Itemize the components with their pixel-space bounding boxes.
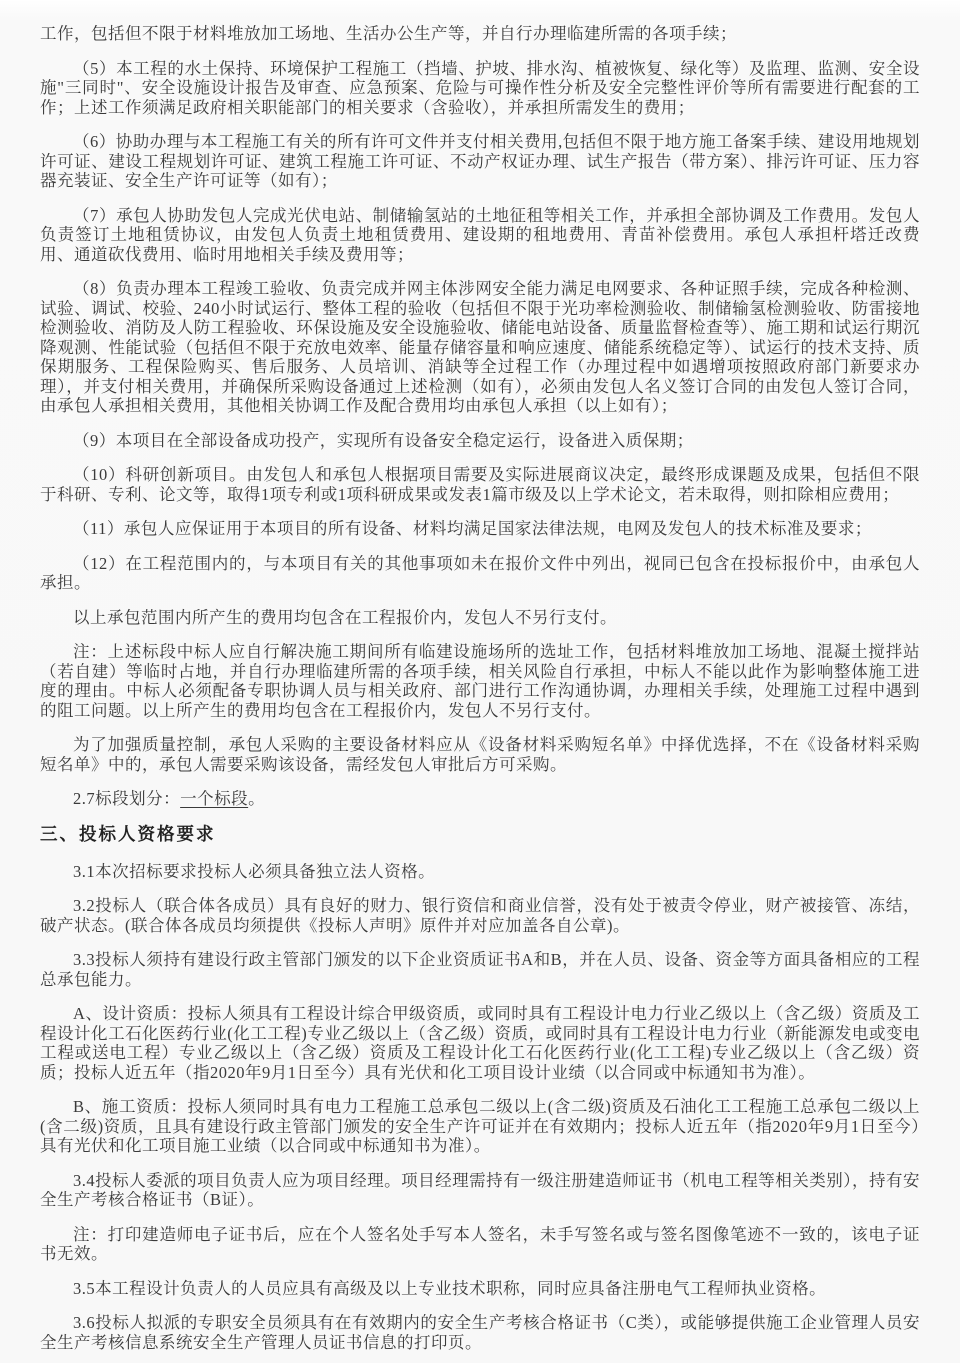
procurement-note-paragraph: 为了加强质量控制，承包人采购的主要设备材料应从《设备材料采购短名单》中择优选择，不在《设备材料采购短名单》中的，承包人需要采购该设备，需经发包人审批后方可采购。: [40, 735, 920, 774]
section-3-heading: 三、投标人资格要求: [40, 823, 216, 844]
note-builder-certificate-paragraph: 注：打印建造师电子证书后，应在个人签名处手写本人签名，未手写签名或与签名图像笔迹不一致的，该电子证书无效。: [40, 1224, 920, 1263]
qualification-a-design-paragraph: A、设计资质：投标人须具有工程设计综合甲级资质，或同时具有工程设计电力行业乙级以上（含乙级）资质及工程设计化工石化医药行业(化工工程)专业乙级以上（含乙级）资质，或同时具有工程设计电力行业（新能源发电或变电工程或送电工程）专业乙级以上（含乙级）资质及工程设计化工石化医药行业(化工工程)专业乙级以上（含乙级）资质；投标人近五年（指2020年9月1日至今）具有光伏和化工项目设计业绩（以合同或中标通知书为准）。: [40, 1004, 920, 1082]
site-note-paragraph: 注：上述标段中标人应自行解决施工期间所有临建设施场所的选址工作，包括材料堆放加工场地、混凝土搅拌站（若自建）等临时占地，并自行办理临建所需的各项手续，相关风险自行承担，中标人不能以此作为影响整体施工进度的理由。中标人必须配备专职协调人员与相关政府、部门进行工作沟通协调，办理相关手续，处理施工过程中遇到的阻工问题。以上所产生的费用均包含在工程报价内，发包人不另行支付。: [40, 642, 920, 720]
requirement-3-3-paragraph: 3.3投标人须持有建设行政主管部门颁发的以下企业资质证书A和B，并在人员、设备、资金等方面具备相应的工程总承包能力。: [40, 950, 920, 989]
clause-9-paragraph: （9）本项目在全部设备成功投产，实现所有设备安全稳定运行，设备进入质保期；: [73, 430, 694, 450]
clause-7-paragraph: （7）承包人协助发包人完成光伏电站、制储输氢站的土地征租等相关工作，并承担全部协调及工作费用。发包人负责签订土地租赁协议，由发包人负责土地租赁费用、建设期的租地费用、青苗补偿费用。承包人承担杆塔迁改费用、通道砍伐费用、临时用地相关手续及费用等；: [40, 205, 920, 264]
clause-5-paragraph: （5）本工程的水土保持、环境保护工程施工（挡墙、护坡、排水沟、植被恢复、绿化等）及监理、监测、安全设施"三同时"、安全设施设计报告及审查、应急预案、危险与可操作性分析及安全完整性评价等所有需要进行配套的工作；上述工作须满足政府相关职能部门的相关要求（含验收），并承担所需发生的费用；: [40, 58, 920, 117]
fees-summary-paragraph: 以上承包范围内所产生的费用均包含在工程报价内，发包人不另行支付。: [73, 607, 617, 627]
clause-11-paragraph: （11）承包人应保证用于本项目的所有设备、材料均满足国家法律法规，电网及发包人的技术标准及要求；: [73, 519, 872, 538]
section-2-7-line: [40, 789, 920, 809]
requirement-3-6-paragraph: 3.6投标人拟派的专职安全员须具有在有效期内的安全生产考核合格证书（C类），或能够提供施工企业管理人员安全生产考核信息系统安全生产管理人员证书信息的打印页。: [40, 1313, 920, 1352]
clause-12-paragraph: （12）在工程范围内的，与本项目有关的其他事项如未在报价文件中列出，视同已包含在投标报价中，由承包人承担。: [40, 553, 920, 592]
clause-8-paragraph: （8）负责办理本工程竣工验收、负责完成并网主体涉网安全能力满足电网要求、各种证照手续，完成各种检测、试验、调试、校验、240小时试运行、整体工程的验收（包括但不限于光功率检测验收、制储输氢检测验收、防雷接地检测验收、消防及人防工程验收、环保设施及安全设施验收、储能电站设备、质量监督检查等）、施工期和试运行期沉降观测、性能试验（包括但不限于充放电效率、能量存储容量和响应速度、储能系统稳定等）、试运行的技术支持、质保期服务、工程保险购买、售后服务、人员培训、消缺等全过程工作（办理过程中如遇增项按照政府部门新要求办理），并支付相关费用，并确保所采购设备通过上述检测（如有），必须由发包人名义签订合同的由发包人签订合同，由承包人承担相关费用，其他相关协调工作及配合费用均由承包人承担（以上如有）；: [40, 279, 920, 415]
section-2-7-underlined-value: 一个标段: [180, 789, 249, 808]
requirement-3-4-paragraph: 3.4投标人委派的项目负责人应为项目经理。项目经理需持有一级注册建造师证书（机电工程等相关类别），持有安全生产考核合格证书（B证）。: [40, 1170, 920, 1209]
requirement-3-1-paragraph: 3.1本次招标要求投标人必须具备独立法人资格。: [73, 861, 436, 881]
clause-6-paragraph: （6）协助办理与本工程施工有关的所有许可文件并支付相关费用,包括但不限于地方施工备案手续、建设用地规划许可证、建设工程规划许可证、建筑工程施工许可证、不动产权证办理、试生产报告（带方案）、排污许可证、压力容器充装证、安全生产许可证等（如有）；: [40, 132, 920, 190]
section-2-7-suffix: 。: [248, 789, 266, 808]
requirement-3-5-paragraph: 3.5本工程设计负责人的人员应具有高级及以上专业技术职称，同时应具备注册电气工程师执业资格。: [73, 1278, 827, 1298]
section-2-7-prefix: 2.7标段划分：: [73, 789, 181, 808]
qualification-b-construction-paragraph: B、施工资质：投标人须同时具有电力工程施工总承包二级以上(含二级)资质及石油化工工程施工总承包二级以上(含二级)资质，且具有建设行政主管部门颁发的安全生产许可证并在有效期内；投标人近五年（指2020年9月1日至今）具有光伏和化工项目施工业绩（以合同或中标通知书为准）。: [40, 1097, 920, 1155]
clause-10-paragraph: （10）科研创新项目。由发包人和承包人根据项目需要及实际进展商议决定，最终形成课题及成果，包括但不限于科研、专利、论文等，取得1项专利或1项科研成果或发表1篇市级及以上学术论文，若未取得，则扣除相应费用；: [40, 465, 920, 504]
continuation-paragraph: 工作，包括但不限于材料堆放加工场地、生活办公生产等，并自行办理临建所需的各项手续；: [40, 24, 737, 43]
requirement-3-2-paragraph: 3.2投标人（联合体各成员）具有良好的财力、银行资信和商业信誉，没有处于被责令停业，财产被接管、冻结，破产状态。(联合体各成员均须提供《投标人声明》原件并对应加盖各自公章)。: [40, 896, 920, 935]
